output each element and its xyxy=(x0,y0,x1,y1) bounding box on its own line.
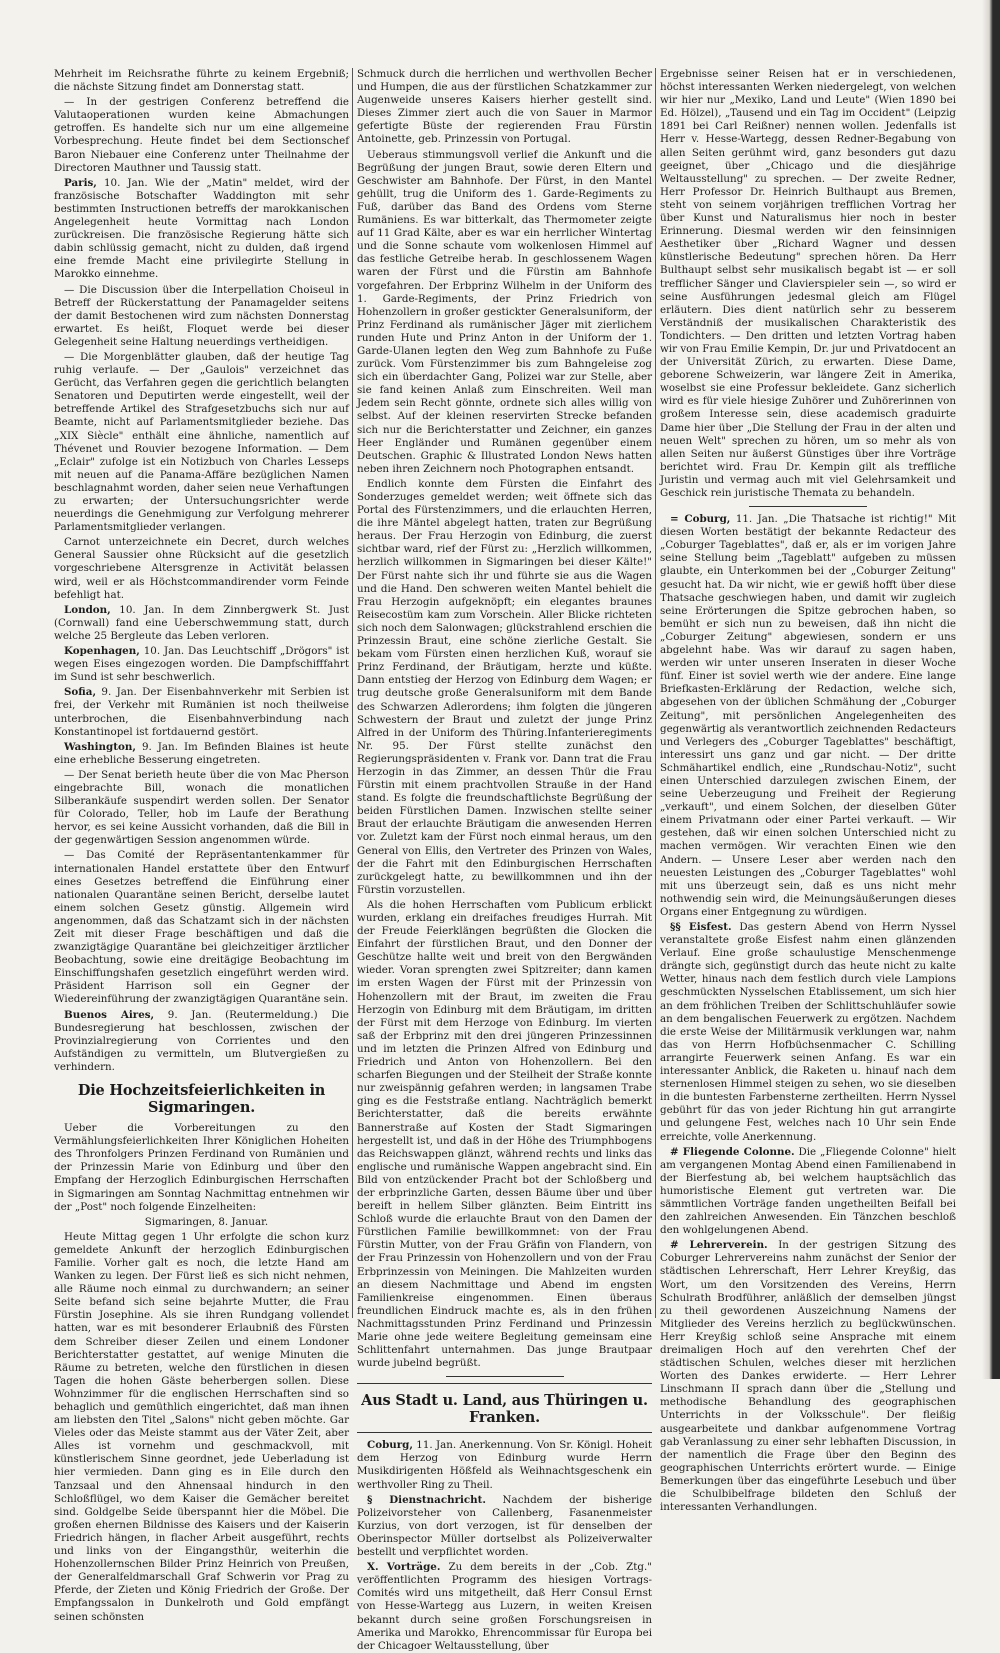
paragraph xyxy=(54,177,349,282)
paragraph-text: Zu dem bereits in der „Cob. Ztg." veröffentlichten Programm des hiesigen Vortrags-Comités wird uns mitgetheilt, daß Herr Consul Ernst von Hesse-Wartegg aus Luzern, in weiten Kreisen bekannt durch seine großen Forschungsreisen in Amerika und Marokko, Ehrencommissar für Europa bei der Chicagoer Weltausstellung, über xyxy=(357,1561,653,1652)
dateline-place: Paris, xyxy=(64,176,97,189)
paragraph-text: 11. Jan. Anerkennung. Von Sr. Königl. Hoheit dem Herzog von Edinburg wurde Herrn Musikdirigenten Hößfeld als Weihnachtsgeschenk ein werthvoller Ring zu Theil. xyxy=(357,1439,652,1491)
paragraph-text: Das gestern Abend von Herrn Nyssel veranstaltete große Eisfest nahm einen glänzenden Verlauf. Eine große schaulustige Menschenmenge drängte sich, gegünstigt durch das heute nicht zu kalte Wetter, hinaus nach dem festlich durch viele Lampions geschmückten Nysselschen Etablissement, um sich hier an dem fröhlichen Treiben der Schlittschuhläufer sowie an dem bengalischen Feuerwerk zu ergötzen. Nachdem die erste Weise der Militärmusik verklungen war, nahm das von Herrn Hofbüchsenmacher C. Schilling arrangirte Feuerwerk seinen Anfang. Es war ein interessanter Anblick, die Raketen u. hinauf nach dem sternenlosen Himmel steigen zu sehen, wo sie dieselben in die buntesten Farbensterne zertheilten. Herrn Nyssel gebührt für das von jeder Richtung hin gut arrangirte und gelungene Fest, welches nach 10 Uhr sein Ende erreichte, volle Anerkennung. xyxy=(660,921,956,1143)
section-divider xyxy=(749,506,867,507)
dateline-place: Buenos Aires, xyxy=(64,1008,155,1021)
paragraph-text: Die „Fliegende Colonne" hielt am vergangenen Montag Abend einen Familienabend in der Bierfestung ab, bei welchem hauptsächlich das humoristische Element gut vertreten war. Die sämmtlichen Vorträge fanden ungetheilten Beifall bei den zahlreichen Anwesenden. Ein Tänzchen beschloß den wohlgelungenen Abend. xyxy=(660,1145,956,1237)
item-title: # Fliegende Colonne. xyxy=(670,1145,795,1158)
paragraph xyxy=(54,741,349,767)
paragraph: Carnot unterzeichnete ein Decret, durch welches General Saussier ohne Rücksicht auf die gesetzlich vorgeschriebene Altersgrenze in Activität belassen wird, weil er als Höchstcommandirender vorm Feinde befehligt hat. xyxy=(54,536,349,601)
dateline-place: Washington, xyxy=(64,740,136,753)
paragraph-text: 9. Jan. Der Eisenbahnverkehr mit Serbien ist frei, der Verkehr mit Rumänien ist noch theilweise unterbrochen, die Eisenbahnverbindung nach Konstantinopel ist fortdauernd gestört. xyxy=(54,686,349,738)
paragraph: Ueber die Vorbereitungen zu den Vermählungsfeierlichkeiten Ihrer Königlichen Hoheiten des Thronfolgers Prinzen Ferdinand von Rumänien und der Prinzessin Marie von Edinburg und über den Empfang der Herzoglich Edinburgischen Herrschaften in Sigmaringen am Sonntag Nachmittag entnehmen wir der „Post" noch folgende Einzelheiten: xyxy=(54,1122,349,1213)
paragraph: Mehrheit im Reichsrathe führte zu keinem Ergebniß; die nächste Sitzung findet am Donnerstag statt. xyxy=(54,68,349,94)
section-divider xyxy=(446,1376,564,1377)
paragraph xyxy=(660,513,956,919)
paragraph-text: 10. Jan. In dem Zinnbergwerk St. Just (Cornwall) fand eine Ueberschwemmung statt, durch welche 25 Bergleute das Leben verloren. xyxy=(54,603,349,642)
paragraph xyxy=(54,1009,349,1074)
paragraph: Endlich konnte dem Fürsten die Einfahrt des Sonderzuges gemeldet werden; weit öffnete sich das Portal des Fürstenzimmers, und die erlauchten Herren, die ihre Mäntel abgelegt hatten, traten zur Begrüßung heraus. Der Frau Herzogin von Edinburg, die zuerst sichtbar ward, rief der Fürst zu: „Herzlich willkommen, herzlich willkommen in Sigmaringen bei dieser Kälte!" Der Fürst nahte sich ihr und führte sie aus die Wagen und die Hand. Den schweren weiten Mantel behielt die Frau Herzogin aufgeknöpft; ein elegantes braunes Reisecostüm kam zum Vorschein. Aller Blicke richteten sich noch dem Salonwagen; glückstrahlend erschien die Prinzessin Braut, eine schöne zierliche Gestalt. Sie bekam vom Fürsten einen herzlichen Kuß, worauf sie Prinz Ferdinand, der Bräutigam, herzte und küßte. Dann entstieg der Herzog von Edinburg dem Wagen; er trug deutsche große Generalsuniform mit dem Bande des Schwarzen Adlerordens; ihm folgten die jüngeren Schwestern der Braut und zuletzt der junge Prinz Alfred in der Uniform des Thüring.Infanterieregiments Nr. 95. Der Fürst stellte zunächst den Regierungspräsidenten v. Frank vor. Dann trat die Frau Herzogin in das Zimmer, an dessen Thür die Frau Fürstin mit einem prachtvollen Strauße in der Hand stand. Es folgte die freundschaftlichste Begrüßung der beiden Fürstlichen Damen. Inzwischen stellte seiner Braut der erlauchte Bräutigam die anwesenden Herren vor. Zuletzt kam der Fürst noch einmal heraus, um den General von Ellis, den Vertreter des Prinzen von Wales, der die Fahrt mit den Edinburgischen Herrschaften zurückgelegt hatte, zu bewillkommnen und ihn der Fürstin vorzustellen. xyxy=(357,477,652,896)
paragraph: — In der gestrigen Conferenz betreffend die Valutaoperationen wurden keine Abmachungen getroffen. Es handelte sich nur um eine allgemeine Vorbesprechung. Heute findet bei dem Sectionschef Baron Niebauer eine Conferenz unter Theilnahme der Directoren Mauthner und Taussig statt. xyxy=(54,96,349,174)
paragraph xyxy=(357,1561,652,1653)
paragraph: Schmuck durch die herrlichen und werthvollen Becher und Humpen, die aus der fürstlichen Schatzkammer zur Augenweide unseres Kaisers hierher gestellt sind. Dieses Zimmer ziert auch die von Sauer in Marmor gefertigte Büste der regierenden Frau Fürstin Antoinette, geb. Prinzessin von Portugal. xyxy=(357,68,652,146)
paragraph-text: Nachdem der bisherige Polizeivorsteher von Callenberg, Fasanenmeister Kurzius, von dort verzogen, ist für denselben der Oberinspector Müller dortselbst als Polizeiverwalter bestellt und verpflichtet worden. xyxy=(357,1493,653,1559)
item-title: # Lehrerverein. xyxy=(670,1239,768,1252)
paragraph: Als die hohen Herrschaften vom Publicum erblickt wurden, erklang ein dreifaches freudiges Hurrah. Mit der Freude Feierklängen begrüßten die Glocken die Einfahrt der fürstlichen Braut, und den Donner der Geschütze hallte weit und breit von den Bergwänden wieder. Voran sprengten zwei Spitzreiter; dann kamen im ersten Wagen der Fürst mit der Prinzessin von Hohenzollern mit der Braut, im zweiten die Frau Herzogin von Edinburg mit dem Bräutigam, im dritten der Fürst mit dem Herzoge von Edinburg. Im vierten saß der Erbprinz mit den drei jüngeren Prinzessinnen und im letzten die Prinzen Alfred von Edinburg und Friedrich und Anton von Hohenzollern. Bei den scharfen Biegungen und der Steilheit der Straße konnte nur zweispännig gefahren werden; in langsamen Trabe ging es die Feststraße entlang. Nachträglich bemerkt Berichterstatter, daß die bereits erwähnte Bannerstraße auf Kosten der Stadt Sigmaringen hergestellt ist, und daß in der Höhe des Triumphbogens das Reichswappen glänzt, während rechts und links das englische und rumänische Wappen angebracht sind. Ein Bild von entzückender Pracht bot der Schloßberg und der erbprinzliche Garten, dessen Bäume über und über bereift in hellem Silber glänzten. Beim Eintritt ins Schloß wurde die erlauchte Braut von den Damen der Fürstlichen Familie bewillkommnet: von der Frau Fürstin Mutter, von der Frau Gräfin von Flandern, von der Frau Prinzessin von Hohenzollern und von der Frau Erbprinzessin von Meiningen. Die Mahlzeiten wurden an diesem Nachmittage und Abend im engsten Familienkreise eingenommen. Einen überaus freundlichen Eindruck machte es, als in den frühen Nachmittagsstunden Prinz Ferdinand und Prinzessin Marie ohne jede weitere Begleitung gemeinsam eine Schlittenfahrt unternahmen. Das junge Brautpaar wurde jubelnd begrüßt. xyxy=(357,898,652,1370)
paragraph xyxy=(54,645,349,684)
page-edge xyxy=(982,0,1000,1379)
paragraph: Heute Mittag gegen 1 Uhr erfolgte die schon kurz gemeldete Ankunft der herzoglich Edinburgischen Familie. Vorher galt es noch, die letzte Hand am Wanken zu legen. Der Fürst ließ es sich nicht nehmen, alle Räume noch einmal zu durchwandern; an seiner Seite befand sich seine bejahrte Mutter, die Frau Fürstin Josephine. Als sie ihren Rundgang vollendet hatten, war es mit besonderer Erlaubniß des Fürsten dem Schreiber dieser Zeilen und einem Londoner Berichterstatter gestattet, auf wenige Minuten die Räume zu betreten, welche den fürstlichen in diesen Tagen die hohen Gäste beherbergen sollen. Diese Wohnzimmer für die englischen Herrschaften sind so behaglich und gemüthlich eingerichtet, daß man ihnen am liebsten den Titel „Salons" nicht geben möchte. Gar Vieles oder das Meiste stammt aus der Väter Zeit, aber Alles ist vornehm und geschmackvoll, mit künstlerischem Sinne geordnet, jede Ueberladung ist hier vermieden. Dann ging es in Eile durch den Tanzsaal und den Ahnensaal hindurch in den Schloßflügel, wo dem Kaiser die Gemächer bereitet sind. Goldgelbe Seide überspannt hier die Möbel. Die großen ehernen Bildnisse des Kaisers und der Kaiserin Friedrich hängen, in flacher Arbeit ausgeführt, rechts und links von der Eingangsthür, weiterhin die Hohenzollernschen Bilder Prinz Heinrich von Preußen, der Generalfeldmarschall Graf Schwerin vor Prag zu Pferde, der Zieten und König Friedrich der Große. Der Empfangssalon in Dunkelroth und Gold empfängt seinen schönsten xyxy=(54,1230,349,1623)
paragraph xyxy=(660,1239,956,1514)
paragraph-text: 9. Jan. (Reutermeldung.) Die Bundesregierung hat beschlossen, zwischen der Provinzialregierung von Corrientes und den Aufständigen zu vermitteln, um Blutvergießen zu verhindern. xyxy=(54,1008,349,1073)
column-3 xyxy=(660,68,957,1514)
paragraph-text: 11. Jan. „Die Thatsache ist richtig!" Mit diesen Worten bestätigt der bekannte Redacteur des „Coburger Tageblattes", daß er, als er im vorigen Jahre seine Stellung beim „Tageblatt" aufgeben zu müssen glaubte, ein Unterkommen bei der „Coburger Zeitung" gesucht hat. Da wir nicht, wie er gewiß hofft über diese Thatsache geschwiegen haben, und damit wir zugleich seine Erörterungen die Spitze gebrochen haben, so bemüht er sich nun zu beweisen, daß ihn nicht die „Coburger Zeitung" abgewiesen, sondern er uns abgelehnt habe. Was wir darauf zu sagen haben, werden wir unter unseren Inseraten in dieser Woche fünf. Einer ist soviel werth wie der andere. Eine lange Briefkasten-Erklärung der Redaction, welche sich, abgesehen von der üblichen Schmähung der „Coburger Zeitung", mit persönlichen Angelegenheiten des gegenwärtig als verantwortlich zeichnenden Redacteurs und Verlegers des „Coburger Tageblattes" beschäftigt, interessirt uns ganz und gar nicht. — Der dritte Schmähartikel endlich, eine „Rundschau-Notiz", sucht einen Unterschied darzulegen zwischen Einem, der seine Ueberzeugung und Freiheit der Regierung „verkauft", und einem Solchen, der dieselben Güter einem Privatmann oder einer Partei verkauft. — Wir gestehen, daß wir einen solchen Unterschied nicht zu machen vermögen. Wir verachten Einen wie den Andern. — Unsere Leser aber werden nach den neuesten Leistungen des „Coburger Tageblattes" wohl mit uns überzeugt sein, daß es uns nicht mehr nothwendig sein wird, die Meinungsäußerungen dieses Organs einer Entgegnung zu würdigen. xyxy=(660,513,956,918)
section-divider xyxy=(357,1383,652,1384)
paragraph: — Das Comité der Repräsentantenkammer für internationalen Handel erstattete über den Entwurf eines Gesetzes betreffend die Einführung einer nationalen Quarantäne seinen Bericht, derselbe lautet einem solchen Gesetz günstig. Allgemein wird angenommen, daß das Schatzamt sich in der nächsten Zeit mit dieser Frage beschäftigen und daß die zwanzigtägige Quarantäne bei gleichzeitiger ärztlicher Beobachtung, sowie eine dreitägige Beobachtung im Einschiffungshafen gesetzlich eingeführt werden wird. Präsident Harrison soll ein Gegner der Wiedereinführung der zwanzigtägigen Quarantäne sein. xyxy=(54,849,349,1006)
paragraph xyxy=(54,604,349,643)
paragraph xyxy=(660,1146,956,1238)
column-rule xyxy=(352,68,353,1318)
dateline-place: Sofia, xyxy=(64,686,97,699)
paragraph: — Die Discussion über die Interpellation Choiseul in Betreff der Rückerstattung der Panamagelder seitens der damit Bestochenen wird zum nächsten Donnerstag erwartet. Es heißt, Floquet werde bei dieser Gelegenheit seine Haltung neuerdings vertheidigen. xyxy=(54,283,349,348)
dateline-place: = Coburg, xyxy=(670,513,731,526)
item-title: X. Vorträge. xyxy=(367,1561,441,1574)
paragraph-text: 10. Jan. Wie der „Matin" meldet, wird der französische Botschafter Waddington mit sehr bestimmten Instructionen betreffs der marokkanischen Angelegenheit heute Vormittag nach London zurückreisen. Die französische Regierung hätte sich dabin schlüssig gemacht, nicht zu dulden, daß irgend eine fremde Macht eine privilegirte Stellung in Marokko einnehme. xyxy=(54,176,349,281)
column-rule xyxy=(655,68,656,1318)
paragraph xyxy=(357,1439,652,1491)
dateline-place: London, xyxy=(64,603,111,616)
dateline-place: Kopenhagen, xyxy=(64,645,140,658)
paragraph xyxy=(357,1494,652,1559)
paragraph: Ergebnisse seiner Reisen hat er in verschiedenen, höchst interessanten Werken niedergelegt, von welchen wir hier nur „Mexiko, Land und Leute" (Wien 1890 bei Ed. Hölzel), „Tausend und ein Tag im Occident" (Leipzig 1891 bei Carl Reißner) nennen wollen. Jedenfalls ist Herr v. Hesse-Wartegg, dessen Redner-Begabung von allen Seiten gerühmt wird, ganz besonders gut dazu geeignet, über „Chicago und die diesjährige Weltausstellung" zu sprechen. — Der zweite Redner, Herr Professor Dr. Heinrich Bulthaupt aus Bremen, steht von seinem vorjährigen trefflichen Vortrag her über Kunst und Naturalismus hier noch in bester Erinnerung. Diesmal werden wir den feinsinnigen Aesthetiker über „Richard Wagner und dessen künstlerische Bedeutung" sprechen hören. Da Herr Bulthaupt selbst sehr musikalisch begabt ist — er soll trefflicher Sänger und Clavierspieler sein —, so wird er seine Ausführungen jedesmal gleich am Flügel erläutern. Dies dient natürlich sehr zu besserem Verständniß der musikalischen Charakteristik des Tondichters. — Den dritten und letzten Vortrag haben wir von Frau Emilie Kempin, Dr. jur und Privatdocent an der Universität Zürich, zu erwarten. Diese Dame, geborene Schweizerin, war längere Zeit in Amerika, woselbst sie eine Professur bekleidete. Ganz sicherlich wird es für viele hiesige Zuhörer und Zuhörerinnen von großem Interesse sein, diese academisch graduirte Dame hier über „Die Stellung der Frau in der alten und neuen Welt" sprechen zu hören, um so mehr als von allen Seiten nur äußerst Günstiges über ihre Vorträge berichtet wird. Frau Dr. Kempin gilt als treffliche Juristin und vermag auch mit viel Gelehrsamkeit und Geschick rein juristische Themata zu behandeln. xyxy=(660,68,956,499)
dateline-place: Coburg, xyxy=(367,1439,413,1452)
section-heading: Aus Stadt u. Land, aus Thüringen u. Franken. xyxy=(361,1392,648,1427)
paragraph-text: 10. Jan. Das Leuchtschiff „Drögors" ist wegen Eises eingezogen worden. Die Dampfschifffahrt im Sund ist sehr beschwerlich. xyxy=(54,645,349,684)
paragraph-text: 9. Jan. Im Befinden Blaines ist heute eine erhebliche Besserung eingetreten. xyxy=(54,740,349,766)
paragraph-text: In der gestrigen Sitzung des Coburger Lehrervereins nahm zunächst der Senior der städtischen Lehrerschaft, Herr Lehrer Kreyßig, das Wort, um den Vorsitzenden des Vereins, Herrn Schulrath Brodführer, anläßlich der demselben jüngst zu theil gewordenen Auszeichnung Namens der Mitglieder des Vereins herzlich zu beglückwünschen. Herr Kreyßig schloß seine Ansprache mit einem dreimaligen Hoch auf den verehrten Chef der städtischen Schulen, welches dieser mit herzlichen Worten des Dankes erwiderte. — Herr Lehrer Linschmann II sprach dann über die „Stellung und methodische Behandlung des geographischen Unterrichts in der Volksschule". Der fleißig ausgearbeitete und dankbar aufgenommene Vortrag gab Veranlassung zu einer sehr lebhaften Discussion, in der namentlich die Frage über den Beginn des geographischen Unterrichts erörtert wurde. — Einige Bemerkungen über das eingeführte Lesebuch und über die Schulbibelfrage bildeten den Schluß der interessanten Verhandlungen. xyxy=(660,1239,957,1514)
paragraph xyxy=(54,686,349,738)
section-divider xyxy=(357,1432,652,1433)
column-2 xyxy=(357,68,653,1652)
item-title: §§ Eisfest. xyxy=(670,921,732,933)
paragraph xyxy=(660,921,956,1144)
item-title: § Dienstnachricht. xyxy=(367,1493,487,1506)
paragraph: — Der Senat berieth heute über die von Mac Pherson eingebrachte Bill, wonach die monatlichen Silberankäufe suspendirt werden sollen. Der Senator für Colorado, Teller, hob im Laufe der Berathung hervor, es sei keine Aussicht vorhanden, daß die Bill in der gegenwärtigen Session angenommen würde. xyxy=(54,768,349,847)
paragraph: — Die Morgenblätter glauben, daß der heutige Tag ruhig verlaufe. — Der „Gaulois" verzeichnet das Gerücht, das Verfahren gegen die gerichtlich belangten Senatoren und Deputirten werde eingestellt, weil der betreffende Artikel des Strafgesetzbuchs sich nur auf Beamte, nicht auf Parlamentsmitglieder beziehe. Das „XIX Siècle" enthält eine ähnliche, namentlich auf Thévenet und Rouvier bezogene Information. — Dem „Eclair" zufolge ist ein Notizbuch von Charles Lesseps mit neuen auf die Panama-Affäre bezüglichen Namen beschlagnahmt worden, daher seien neue Verhaftungen zu erwarten; der Untersuchungsrichter werde neuerdings die Genehmigung zur Verfolgung mehrerer Parlamentsmitglieder verlangen. xyxy=(54,350,349,534)
dateline: Sigmaringen, 8. Januar. xyxy=(144,1215,269,1228)
column-1 xyxy=(54,68,349,1623)
article-heading: Die Hochzeitsfeierlichkeiten in Sigmaringen. xyxy=(77,1082,326,1117)
paragraph: Ueberaus stimmungsvoll verlief die Ankunft und die Begrüßung der jungen Braut, sowie deren Eltern und Geschwister am Bahnhofe. Der Fürst, in den Mantel gehüllt, trug die Uniform des 1. Garde-Regiments zu Fuß, darüber das Band des Ordens vom Sterne Rumäniens. Es war bitterkalt, das Thermometer zeigte auf 11 Grad Kälte, aber es war ein herrlicher Wintertag und die Sonne schaute vom wolkenlosen Himmel auf das festliche Getreibe herab. In geschlossenem Wagen waren der Fürst und die Fürstin am Bahnhofe vorgefahren. Der Erbprinz Wilhelm in der Uniform des 1. Garde-Regiments, der Prinz Friedrich von Hohenzollern in großer gestickter Generalsuniform, der Prinz Ferdinand als rumänischer Jäger mit zierlichem runden Hute und Prinz Anton in der Uniform der 1. Garde-Ulanen legten den Weg zum Bahnhofe zu Fuße zurück. Vom Fürstenzimmer bis zum Bahngeleise zog sich ein überdachter Gang, Polizei war zur Stelle, aber sie fand keinen Anlaß zum Einschreiten. Weil man Jedem sein Recht gönnte, ordnete sich alles willig von selbst. Auf der kleinen reservirten Strecke befanden sich nur die Berichterstatter und Zeichner, ein ganzes Heer Engländer und Rumänen gegenüber einem Deutschen. Graphic & Illustrated London News hatten neben ihren Zeichnern noch Photographen entsandt. xyxy=(357,148,652,475)
